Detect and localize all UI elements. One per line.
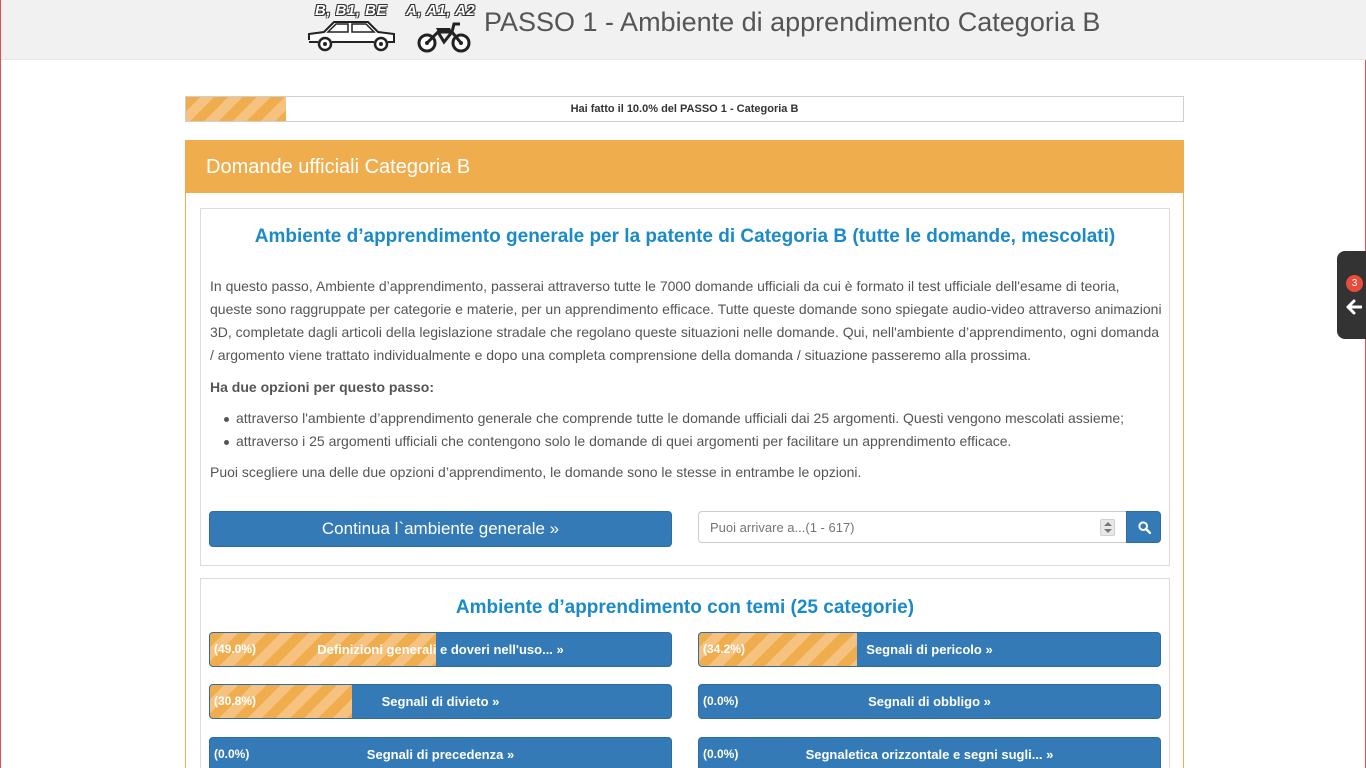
topic-button[interactable] xyxy=(698,684,1161,719)
search-icon xyxy=(1138,521,1151,534)
topic-percent: (30.8%) xyxy=(214,694,257,708)
topic-percent: (34.2%) xyxy=(703,642,746,656)
step-progress-bar xyxy=(185,96,1184,122)
topic-percent: (0.0%) xyxy=(703,747,739,761)
general-learning-title: Ambiente d’apprendimento generale per la patente di Categoria B (tutte le domande, mescolati) xyxy=(254,226,1116,247)
general-learning-card xyxy=(200,208,1170,566)
number-spinner[interactable] xyxy=(1100,519,1115,536)
car-icon xyxy=(306,18,398,54)
topic-button[interactable] xyxy=(209,737,672,768)
option-item-topics: attraverso i 25 argomenti ufficiali che contengono solo le domande di quei argomenti per facilitare un apprendimento efficace. xyxy=(221,430,1161,453)
step-progress-text: Hai fatto il 10.0% del PASSO 1 - Categoria B xyxy=(570,103,799,115)
side-notifications-tab[interactable] xyxy=(1337,251,1366,339)
topic-label: Segnali di obbligo » xyxy=(868,694,991,709)
moto-category-label: A, A1, A2 xyxy=(406,2,476,19)
topic-percent: (0.0%) xyxy=(703,694,739,708)
arrow-left-icon xyxy=(1346,299,1362,315)
topic-button[interactable] xyxy=(698,632,1161,667)
themes-learning-card xyxy=(200,578,1170,768)
topic-label: Segnaletica orizzontale e segni sugli... » xyxy=(805,747,1054,762)
jump-to-question-input[interactable] xyxy=(698,511,1127,543)
topic-label: Segnali di precedenza » xyxy=(366,747,515,762)
topic-percent: (0.0%) xyxy=(214,747,250,761)
topic-button[interactable] xyxy=(698,737,1161,768)
official-questions-panel xyxy=(185,140,1184,768)
topic-label: Segnali di pericolo » xyxy=(866,642,993,657)
intro-paragraph: In questo passo, Ambiente d’apprendimento, passerai attraverso tutte le 7000 domande ufficiali da cui è formato il test ufficiale dell'esame di teoria, queste sono raggruppate per categorie e materie, per un apprendimento efficace. Tutte queste domande sono spiegate audio-video attraverso animazioni 3D, completate dagli articoli della legislazione stradale che regolano queste situazioni nelle domande. Qui, nell'ambiente d’apprendimento, ogni domanda / argomento viene trattato individualmente e dopo una completa comprensione della domanda / situazione passeremo alla prossima. xyxy=(210,278,1162,363)
options-list xyxy=(221,407,1161,453)
options-heading: Ha due opzioni per questo passo: xyxy=(210,379,435,395)
topic-label: Definizioni generali e doveri nell'uso... » xyxy=(317,642,564,657)
panel-heading: Domande ufficiali Categoria B xyxy=(186,141,1183,193)
jump-search-button[interactable] xyxy=(1126,511,1161,543)
topic-percent: (49.0%) xyxy=(214,642,257,656)
car-category-label: B, B1, BE xyxy=(315,2,388,19)
notification-badge: 3 xyxy=(1346,275,1363,292)
topic-button[interactable] xyxy=(209,632,672,667)
continue-general-button[interactable]: Continua l`ambiente generale » xyxy=(209,511,672,547)
topic-label: Segnali di divieto » xyxy=(381,694,500,709)
choose-text: Puoi scegliere una delle due opzioni d’apprendimento, le domande sono le stesse in entrambe le opzioni. xyxy=(210,464,862,480)
topic-button[interactable] xyxy=(209,684,672,719)
themes-learning-title: Ambiente d’apprendimento con temi (25 categorie) xyxy=(455,597,915,618)
option-item-general: attraverso l'ambiente d’apprendimento generale che comprende tutte le domande ufficiali dai 25 argomenti. Questi vengono mescolati assieme; xyxy=(221,407,1161,430)
page-title: PASSO 1 - Ambiente di apprendimento Categoria B xyxy=(484,7,1101,37)
motorcycle-icon xyxy=(416,20,472,54)
top-header xyxy=(1,0,1366,60)
